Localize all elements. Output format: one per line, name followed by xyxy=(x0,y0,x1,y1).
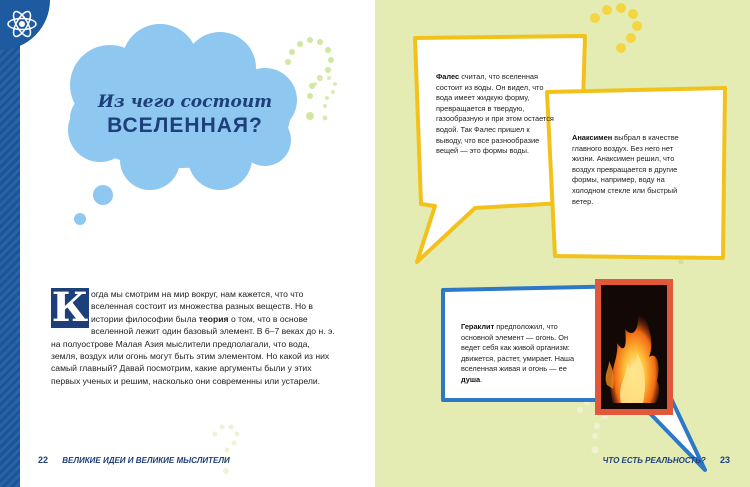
fire-image-frame xyxy=(595,279,673,415)
right-decor xyxy=(375,0,750,487)
thales-name: Фалес xyxy=(436,72,460,81)
fire-image xyxy=(601,285,667,409)
heraclitus-end: . xyxy=(480,374,483,384)
bubble-title-line2: ВСЕЛЕННАЯ? xyxy=(107,114,263,137)
callout-anaximenes xyxy=(572,133,690,207)
question-mark-dots-icon xyxy=(205,420,245,480)
callout-thales xyxy=(436,72,554,157)
intro-bold-word: теория xyxy=(198,313,229,324)
thales-text: считал, что вселенная состоит из воды. Он видел, что вода имеет жидкую форму, превращается в твердую, газообразную и при этом остается водой. Так Фалес пришел к выводу, что все разнообразие вещей — это формы воды. xyxy=(436,72,554,156)
callout-heraclitus xyxy=(461,322,579,386)
section-title-left: ВЕЛИКИЕ ИДЕИ И ВЕЛИКИЕ МЫСЛИТЕЛИ xyxy=(62,456,230,465)
page-number-right: 23 xyxy=(719,455,730,465)
intro-paragraph xyxy=(51,284,337,387)
footer-right xyxy=(603,455,730,465)
anaximenes-name: Анаксимен xyxy=(572,133,613,142)
heraclitus-bold-word: душа xyxy=(461,374,481,384)
page-number-left: 22 xyxy=(38,455,49,465)
question-mark-dots-icon xyxy=(305,70,345,130)
intro-text: огда мы смотрим на мир вокруг, нам кажется, что что вселенная состоит из множества разных веществ. Но в истории философии была теория о том, что в основе вселенной лежит один базовый элемент. В 6–7 веках до н. э. на полуострове Малая Азия мыслители предполагали, что вода, земля, воздух или огонь могут быть этим элементом. Но какой из них самый главный? Давай посмотрим, какие аргументы были у этих первых ученых и решим, насколько они современны или устарели. xyxy=(51,289,335,386)
heraclitus-name: Гераклит xyxy=(461,322,495,331)
section-title-right: ЧТО ЕСТЬ РЕАЛЬНОСТЬ? xyxy=(602,456,706,465)
footer-left xyxy=(38,455,230,465)
bubble-title-line1: Из чего состоит xyxy=(97,92,273,112)
drop-cap: К xyxy=(51,284,89,331)
heraclitus-text: предположил, что основной элемент — огонь. Он ведет себя как живой организм: движется, растет, умирает. Наша вселенная живая и огонь — ее xyxy=(461,322,575,374)
anaximenes-text: выбрал в качестве главного воздух. Без него нет жизни. Анаксимен решил, что воздух превращается в другие формы, например, воду на холодном стекле или быстрый ветер. xyxy=(572,133,679,206)
bubble-title xyxy=(90,92,280,138)
